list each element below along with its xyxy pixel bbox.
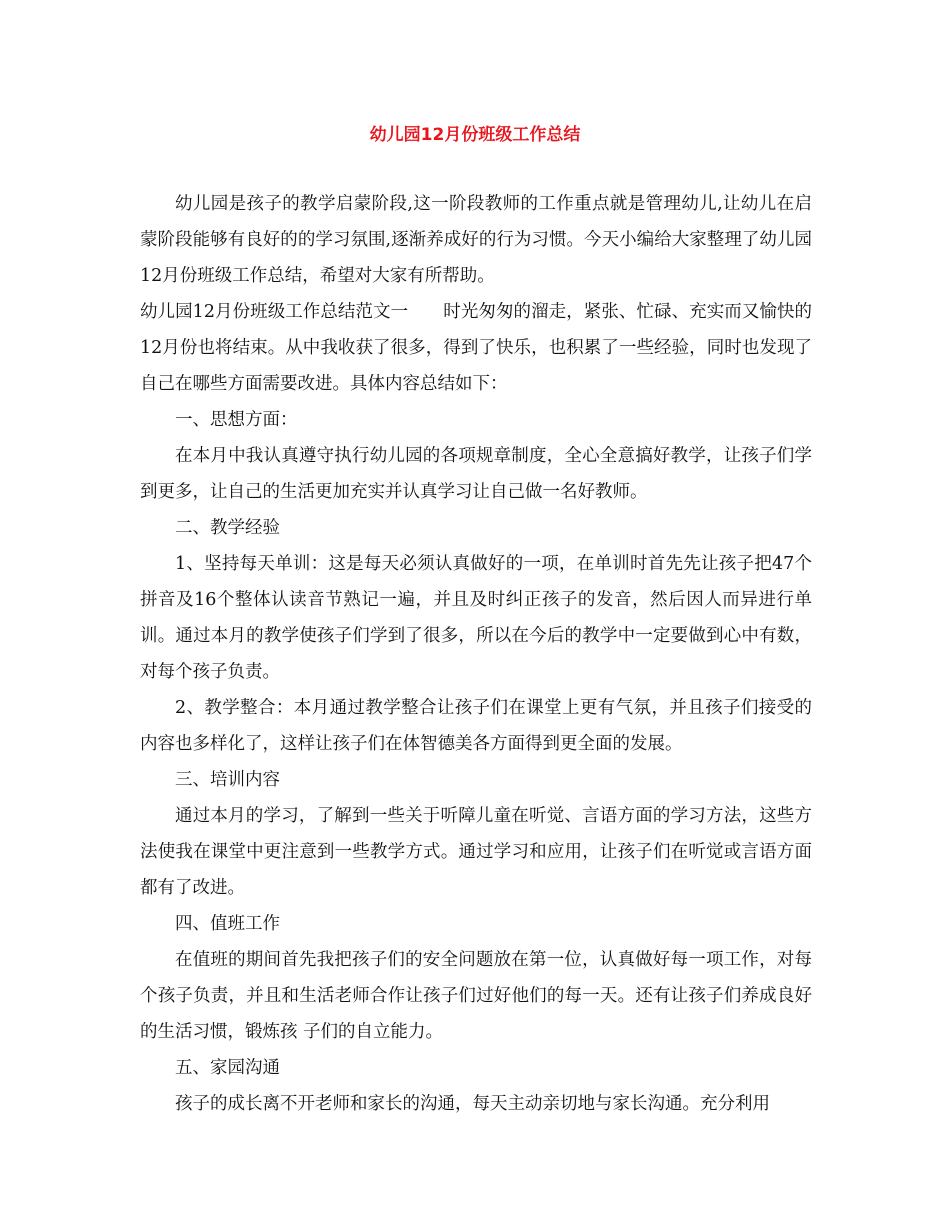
paragraph-home-school: 孩子的成长离不开老师和家长的沟通，每天主动亲切地与家长沟通。充分利用 (175, 1094, 770, 1114)
paragraph-intro: 幼儿园是孩子的教学启蒙阶段,这一阶段教师的工作重点就是管理幼儿,让幼儿在启蒙阶段能够有良好的的学习氛围,逐渐养成好的行为习惯。今天小编给大家整理了幼儿园12月份班级工作总结，希望对大家有所帮助。 (140, 194, 812, 286)
section-heading-home-school: 五、家园沟通 (175, 1058, 280, 1078)
section-heading-training: 三、培训内容 (175, 770, 280, 790)
paragraph-daily-training: 1、坚持每天单训：这是每天必须认真做好的一项，在单训时首先先让孩子把47个拼音及16个整体认读音节熟记一遍，并且及时纠正孩子的发音，然后因人而异进行单训。通过本月的教学使孩子们学到了很多，所以在今后的教学中一定要做到心中有数，对每个孩子负责。 (140, 554, 812, 682)
paragraph-duty: 在值班的期间首先我把孩子们的安全问题放在第一位，认真做好每一项工作，对每个孩子负责，并且和生活老师合作让孩子们过好他们的每一天。还有让孩子们养成良好的生活习惯，锻炼孩 子们的自立能力。 (140, 950, 812, 1042)
paragraph-sample-one-heading: 幼儿园12月份班级工作总结范文一 时光匆匆的溜走，紧张、忙碌、充实而又愉快的12月份也将结束。从中我收获了很多，得到了快乐，也积累了一些经验，同时也发现了自己在哪些方面需要改进。具体内容总结如下： (140, 302, 812, 394)
paragraph-thought: 在本月中我认真遵守执行幼儿园的各项规章制度，全心全意搞好教学，让孩子们学到更多，让自己的生活更加充实并认真学习让自己做一名好教师。 (140, 446, 812, 502)
paragraph-teaching-integration: 2、教学整合：本月通过教学整合让孩子们在课堂上更有气氛，并且孩子们接受的内容也多样化了，这样让孩子们在体智德美各方面得到更全面的发展。 (140, 698, 812, 754)
section-heading-duty: 四、值班工作 (175, 914, 280, 934)
paragraph-training: 通过本月的学习，了解到一些关于听障儿童在听觉、言语方面的学习方法，这些方法使我在课堂中更注意到一些教学方式。通过学习和应用，让孩子们在听觉或言语方面都有了改进。 (140, 806, 812, 898)
section-heading-thought: 一、思想方面： (175, 410, 298, 430)
section-heading-teaching: 二、教学经验 (175, 518, 280, 538)
document-body (140, 186, 812, 1122)
document-title: 幼儿园12月份班级工作总结 (369, 125, 581, 145)
